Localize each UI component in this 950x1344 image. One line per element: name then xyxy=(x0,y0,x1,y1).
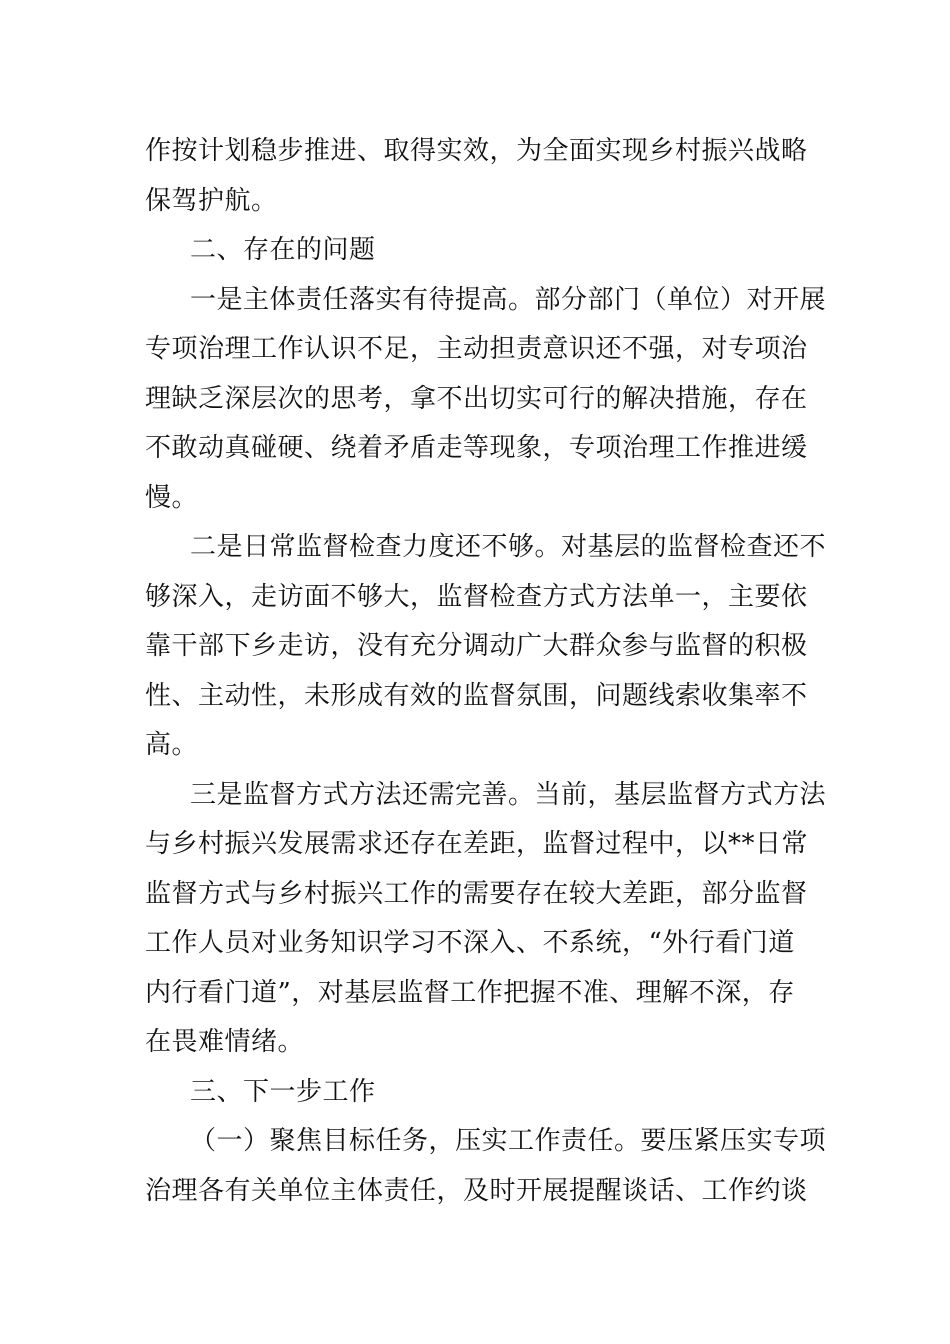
paragraph-line: （一）聚焦目标任务，压实工作责任。要压紧压实专项 xyxy=(190,1126,827,1156)
paragraph-line: 二是日常监督检查力度还不够。对基层的监督检查还不 xyxy=(190,532,827,562)
section-heading: 二、存在的问题 xyxy=(190,235,376,265)
paragraph-line: 高。 xyxy=(145,730,199,760)
paragraph-line: 理缺乏深层次的思考，拿不出切实可行的解决措施，存在 xyxy=(145,384,808,414)
paragraph-line: 监督方式与乡村振兴工作的需要存在较大差距，部分监督 xyxy=(145,879,808,909)
paragraph-line: 靠干部下乡走访，没有充分调动广大群众参与监督的积极 xyxy=(145,631,808,661)
paragraph-line: 内行看门道”，对基层监督工作把握不准、理解不深，存 xyxy=(145,978,795,1008)
paragraph-line: 不敢动真碰硬、绕着矛盾走等现象，专项治理工作推进缓 xyxy=(145,433,808,463)
paragraph-line: 专项治理工作认识不足，主动担责意识还不强，对专项治 xyxy=(145,334,808,364)
paragraph-line: 工作人员对业务知识学习不深入、不系统，“外行看门道 xyxy=(145,928,795,958)
paragraph-line: 三是监督方式方法还需完善。当前，基层监督方式方法 xyxy=(190,780,827,810)
paragraph-line: 作按计划稳步推进、取得实效，为全面实现乡村振兴战略 xyxy=(145,136,808,166)
paragraph-line: 治理各有关单位主体责任，及时开展提醒谈话、工作约谈 xyxy=(145,1176,808,1206)
section-heading: 三、下一步工作 xyxy=(190,1077,376,1107)
paragraph-line: 够深入，走访面不够大，监督检查方式方法单一，主要依 xyxy=(145,582,808,612)
paragraph-line: 一是主体责任落实有待提高。部分部门（单位）对开展 xyxy=(190,285,827,315)
paragraph-line: 保驾护航。 xyxy=(145,186,278,216)
paragraph-line: 慢。 xyxy=(145,483,199,513)
paragraph-line: 与乡村振兴发展需求还存在差距，监督过程中，以**日常 xyxy=(145,829,809,859)
paragraph-line: 性、主动性，未形成有效的监督氛围，问题线索收集率不 xyxy=(145,681,808,711)
paragraph-line: 在畏难情绪。 xyxy=(145,1027,305,1057)
